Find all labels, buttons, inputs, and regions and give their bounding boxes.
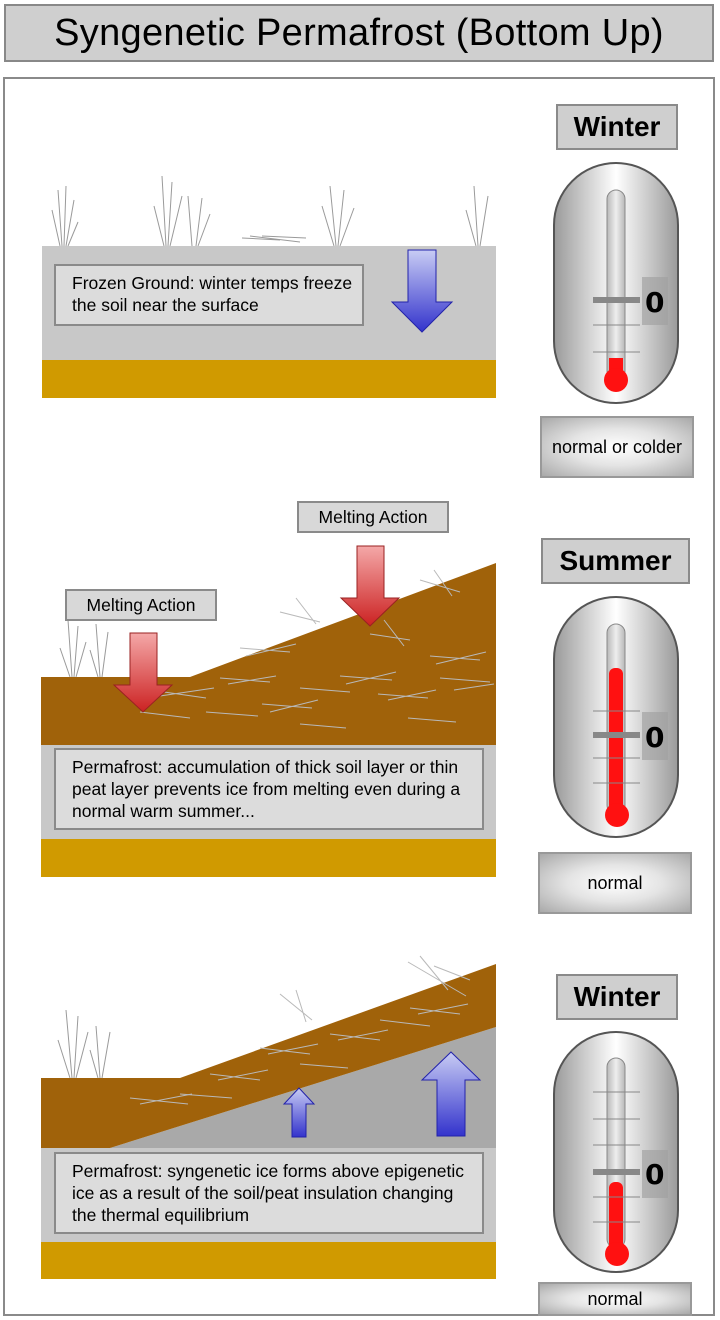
thermometer-winter-1 [554, 163, 678, 403]
syngenetic-ice-caption: Permafrost: syngenetic ice forms above epigenetic ice as a result of the soil/peat insulation changing the thermal equilibrium [54, 1152, 484, 1234]
melting-action-label-left: Melting Action [65, 589, 217, 621]
page-title: Syngenetic Permafrost (Bottom Up) [4, 4, 714, 62]
thermometer-fluid [609, 668, 623, 814]
season-label-winter: Winter [556, 974, 678, 1020]
bedrock-layer [42, 360, 496, 398]
permafrost-accumulation-caption: Permafrost: accumulation of thick soil layer or thin peat layer prevents ice from melting even during a normal warm summer... [54, 748, 484, 830]
bedrock-layer [41, 839, 496, 877]
thermometer-winter-3 [554, 1032, 678, 1272]
temperature-label: normal [538, 1282, 692, 1316]
thermometer-zero-mark: 0 [645, 1158, 665, 1191]
thermometer-summer [554, 597, 678, 837]
temperature-label: normal [538, 852, 692, 914]
grass-tufts [60, 620, 108, 677]
season-label-summer: Summer [541, 538, 690, 584]
temperature-label: normal or colder [540, 416, 694, 478]
grass-tufts [58, 1010, 110, 1078]
thermometer-zero-mark: 0 [645, 286, 665, 319]
bedrock-layer [41, 1242, 496, 1279]
melting-action-label-right: Melting Action [297, 501, 449, 533]
thermometer-zero-mark: 0 [645, 721, 665, 754]
thermometer-fluid [609, 1182, 623, 1252]
season-label-winter: Winter [556, 104, 678, 150]
grass-tufts [52, 176, 488, 246]
frozen-ground-caption: Frozen Ground: winter temps freeze the soil near the surface [54, 264, 364, 326]
